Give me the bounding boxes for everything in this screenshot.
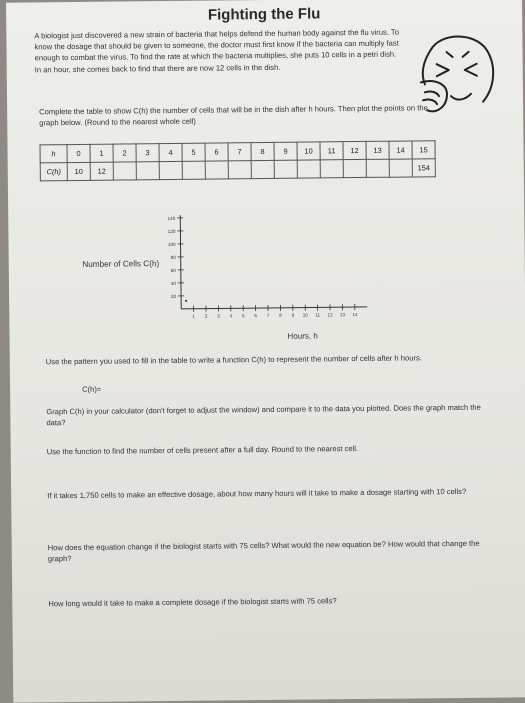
graph-x-axis-label: Hours, h	[287, 331, 317, 340]
question-3: Use the function to find the number of cells present after a full day. Round to the nearest cell.	[47, 442, 497, 458]
x-tick-label: 1	[192, 314, 195, 319]
question-6: How long would it take to make a complete dosage if the biologist starts with 75 cells?	[48, 594, 498, 610]
x-tick-label: 2	[205, 314, 208, 319]
x-tick-label: 10	[303, 313, 309, 318]
question-2: Graph C(h) in your calculator (don't forget to adjust the window) and compare it to the data you plotted. Does the graph match the data?	[46, 402, 496, 429]
table-cell: 11	[320, 142, 343, 160]
table-cell	[136, 162, 159, 180]
table-cell: 10	[297, 142, 320, 160]
table-cell: 0	[67, 144, 90, 162]
table-cell	[113, 162, 136, 180]
table-cell: 12	[90, 162, 113, 180]
table-cell: 4	[159, 143, 182, 161]
y-tick-label: 60	[171, 268, 177, 273]
y-tick-label: 120	[168, 229, 176, 234]
intro-paragraph: A biologist just discovered a new strain of bacteria that helps defend the human body against the flu virus. To know the dosage that should be given to someone, the doctor must first know if the bacteria can multiply fast enough to combat the virus. To find the rate at which the bacteria multiplies, she puts 10 cells in a petri dish. In an hour, she comes back to find that there are now 12 cells in the dish.	[34, 27, 404, 76]
table-cell: 14	[389, 141, 412, 159]
table-cell: 15	[412, 141, 435, 159]
table-cell	[228, 161, 251, 179]
table-cell: 2	[113, 144, 136, 162]
x-tick-label: 9	[292, 313, 295, 318]
x-tick-label: 8	[279, 313, 282, 318]
x-tick-label: 13	[340, 312, 346, 317]
x-tick-label: 12	[328, 312, 334, 317]
table-cell	[320, 160, 343, 178]
question-5: How does the equation change if the biologist starts with 75 cells? What would the new equation be? How would that change the graph?	[48, 538, 498, 565]
table-cell: 1	[90, 144, 113, 162]
table-cell	[366, 159, 389, 177]
worksheet-page	[6, 0, 525, 703]
table-cell	[182, 161, 205, 179]
blank-graph	[68, 199, 400, 352]
y-tick-label: 80	[171, 255, 177, 260]
instructions: Complete the table to show C(h) the number of cells that will be in the dish after h hours. Then plot the points on the graph below. (Round to the nearest whole cell)	[39, 102, 439, 128]
x-tick-label: 14	[352, 312, 358, 317]
table-cell: 9	[274, 142, 297, 160]
table-cell: 6	[205, 143, 228, 161]
table-cell	[251, 160, 274, 178]
answer-label: C(h)=	[82, 379, 525, 395]
x-tick-label: 4	[230, 313, 233, 318]
y-tick-label: 40	[171, 281, 177, 286]
y-axis-line	[180, 215, 181, 309]
table-row-label: h	[40, 145, 67, 163]
plotted-point	[185, 300, 187, 302]
table-cell: 12	[343, 141, 366, 159]
table-cell	[389, 159, 412, 177]
table-cell	[274, 160, 297, 178]
data-table	[39, 140, 435, 181]
table-cell: 10	[67, 162, 90, 180]
table-cell: 3	[136, 144, 159, 162]
table-cell: 154	[412, 159, 435, 177]
table-cell	[343, 159, 366, 177]
table-cell	[297, 160, 320, 178]
x-axis-line	[181, 307, 367, 309]
table-cell: 7	[228, 143, 251, 161]
table-row-cells	[40, 159, 435, 181]
y-tick-label: 100	[168, 242, 176, 247]
x-tick-label: 3	[217, 313, 220, 318]
x-tick-label: 5	[242, 313, 245, 318]
table-cell: 5	[182, 143, 205, 161]
x-tick-label: 7	[267, 313, 270, 318]
y-tick-label: 140	[168, 216, 176, 221]
graph-y-axis-label: Number of Cells C(h)	[81, 259, 161, 270]
x-tick-label: 6	[254, 313, 257, 318]
table-row-label: C(h)	[40, 163, 67, 181]
table-cell	[205, 161, 228, 179]
worksheet-title: Fighting the Flu	[6, 3, 522, 25]
table-cell: 8	[251, 142, 274, 160]
x-tick-label: 11	[315, 312, 320, 317]
table-cell	[159, 161, 182, 179]
table-cell: 13	[366, 141, 389, 159]
question-1: Use the pattern you used to fill in the table to write a function C(h) to represent the number of cells after h hours.	[46, 352, 496, 368]
question-4: If it takes 1,750 cells to make an effective dosage, about how many hours will it take to make a dosage starting with 10 cells?	[47, 486, 497, 502]
y-tick-label: 20	[171, 294, 177, 299]
